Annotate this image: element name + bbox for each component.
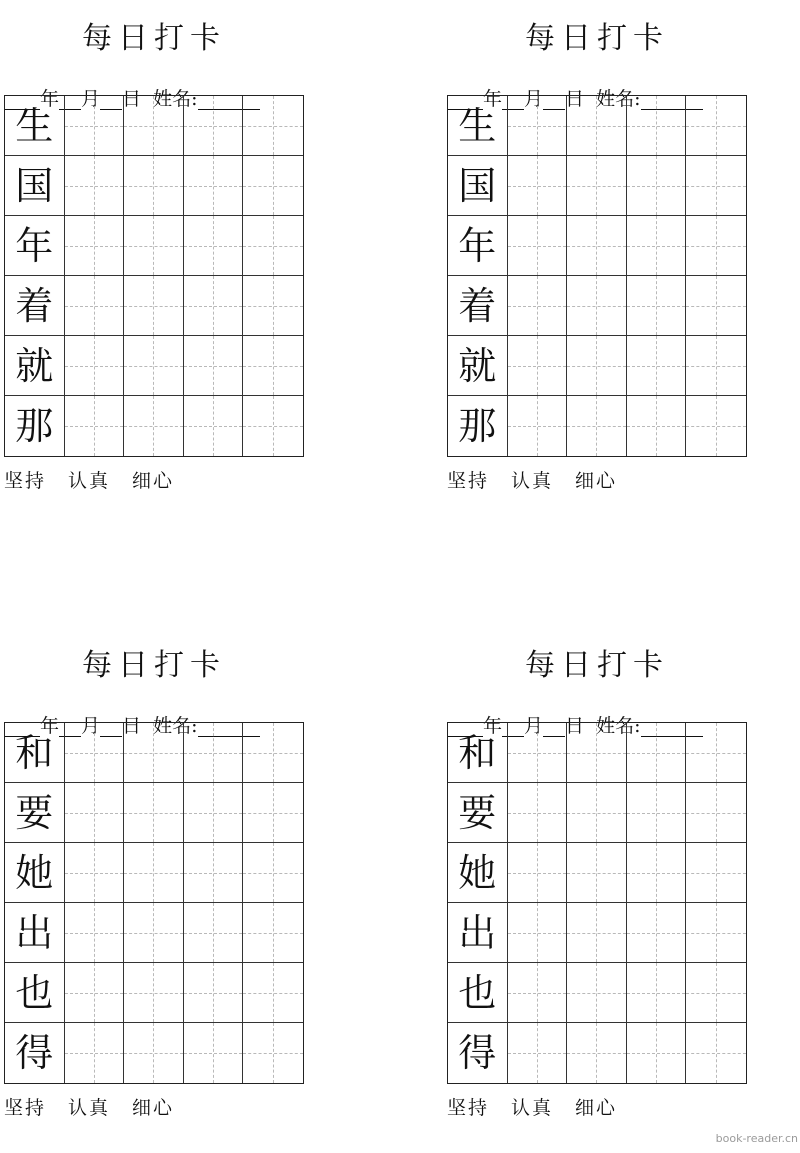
char-cell xyxy=(448,903,508,963)
practice-character: 和 xyxy=(458,730,497,775)
practice-cell[interactable] xyxy=(124,783,184,843)
practice-character: 出 xyxy=(458,910,497,955)
practice-cell[interactable] xyxy=(184,963,244,1023)
practice-cell[interactable] xyxy=(686,216,746,276)
practice-character: 那 xyxy=(458,404,497,448)
practice-cell[interactable] xyxy=(65,156,125,216)
motto-word: 坚持 xyxy=(4,470,47,492)
practice-cell[interactable] xyxy=(627,216,687,276)
practice-character: 得 xyxy=(458,1031,497,1075)
practice-cell[interactable] xyxy=(567,396,627,456)
practice-character: 和 xyxy=(15,730,54,775)
char-cell xyxy=(448,1023,508,1083)
practice-cell[interactable] xyxy=(124,276,184,336)
motto-word: 认真 xyxy=(68,470,111,492)
practice-cell[interactable] xyxy=(124,96,184,156)
practice-cell[interactable] xyxy=(65,216,125,276)
char-cell xyxy=(5,903,65,963)
char-cell xyxy=(5,96,65,156)
practice-grid xyxy=(4,95,304,457)
practice-character: 年 xyxy=(15,223,54,268)
motto-word: 认真 xyxy=(511,1097,554,1119)
name-label: 姓名: xyxy=(596,715,641,737)
practice-character: 也 xyxy=(458,970,497,1015)
practice-cell[interactable] xyxy=(627,903,687,963)
motto-word: 坚持 xyxy=(447,470,490,492)
practice-cell[interactable] xyxy=(184,723,244,783)
char-cell xyxy=(5,216,65,276)
practice-cell[interactable] xyxy=(627,1023,687,1083)
practice-cell[interactable] xyxy=(567,156,627,216)
practice-cell[interactable] xyxy=(65,903,125,963)
practice-cell[interactable] xyxy=(243,903,303,963)
practice-cell[interactable] xyxy=(124,396,184,456)
month-label: 月 xyxy=(81,88,101,110)
practice-cell[interactable] xyxy=(243,276,303,336)
practice-cell[interactable] xyxy=(184,96,244,156)
practice-cell[interactable] xyxy=(243,96,303,156)
practice-character: 国 xyxy=(458,163,497,208)
practice-cell[interactable] xyxy=(627,96,687,156)
practice-cell[interactable] xyxy=(243,216,303,276)
practice-cell[interactable] xyxy=(627,396,687,456)
char-cell xyxy=(5,843,65,903)
char-cell xyxy=(448,783,508,843)
practice-character: 生 xyxy=(458,103,497,148)
char-cell xyxy=(448,336,508,396)
practice-cell[interactable] xyxy=(508,396,568,456)
practice-cell[interactable] xyxy=(65,723,125,783)
practice-cell[interactable] xyxy=(567,96,627,156)
char-cell xyxy=(448,843,508,903)
practice-cell[interactable] xyxy=(184,843,244,903)
motto-footer xyxy=(4,466,196,493)
month-label: 月 xyxy=(524,88,544,110)
practice-cell[interactable] xyxy=(627,783,687,843)
practice-character: 就 xyxy=(15,343,54,388)
motto-word: 坚持 xyxy=(4,1097,47,1119)
motto-word: 坚持 xyxy=(447,1097,490,1119)
motto-footer xyxy=(447,1093,639,1120)
practice-character: 要 xyxy=(15,790,54,835)
card-title: 每日打卡 xyxy=(82,648,226,683)
practice-cell[interactable] xyxy=(627,336,687,396)
motto-word: 细心 xyxy=(575,1097,618,1119)
practice-cell[interactable] xyxy=(686,156,746,216)
practice-cell[interactable] xyxy=(508,963,568,1023)
practice-cell[interactable] xyxy=(184,783,244,843)
practice-cell[interactable] xyxy=(243,336,303,396)
practice-cell[interactable] xyxy=(508,843,568,903)
month-label: 月 xyxy=(81,715,101,737)
practice-cell[interactable] xyxy=(508,156,568,216)
motto-word: 细心 xyxy=(132,1097,175,1119)
motto-word: 细心 xyxy=(575,470,618,492)
practice-cell[interactable] xyxy=(243,783,303,843)
card-title: 每日打卡 xyxy=(525,21,669,56)
practice-cell[interactable] xyxy=(243,963,303,1023)
practice-cell[interactable] xyxy=(627,723,687,783)
char-cell xyxy=(448,156,508,216)
practice-cell[interactable] xyxy=(567,843,627,903)
practice-cell[interactable] xyxy=(627,276,687,336)
char-cell xyxy=(5,723,65,783)
practice-cell[interactable] xyxy=(124,723,184,783)
char-cell xyxy=(448,276,508,336)
practice-character: 着 xyxy=(458,283,497,328)
year-label: 年 xyxy=(40,88,60,110)
practice-cell[interactable] xyxy=(567,1023,627,1083)
practice-character: 国 xyxy=(15,163,54,208)
practice-grid xyxy=(447,722,747,1084)
char-cell xyxy=(448,216,508,276)
practice-cell[interactable] xyxy=(243,1023,303,1083)
practice-cell[interactable] xyxy=(65,783,125,843)
practice-cell[interactable] xyxy=(508,1023,568,1083)
practice-cell[interactable] xyxy=(184,396,244,456)
watermark: book-reader.cn xyxy=(715,1132,798,1145)
practice-cell[interactable] xyxy=(567,276,627,336)
year-label: 年 xyxy=(483,715,503,737)
card-title: 每日打卡 xyxy=(525,648,669,683)
practice-cell[interactable] xyxy=(508,723,568,783)
practice-character: 出 xyxy=(15,910,54,955)
day-label: 日 xyxy=(565,715,585,737)
practice-cell[interactable] xyxy=(243,396,303,456)
motto-footer xyxy=(447,466,639,493)
practice-cell[interactable] xyxy=(567,903,627,963)
char-cell xyxy=(5,276,65,336)
practice-cell[interactable] xyxy=(686,96,746,156)
char-cell xyxy=(5,336,65,396)
practice-cell[interactable] xyxy=(124,216,184,276)
practice-cell[interactable] xyxy=(567,216,627,276)
practice-cell[interactable] xyxy=(686,336,746,396)
practice-cell[interactable] xyxy=(508,903,568,963)
practice-cell[interactable] xyxy=(124,903,184,963)
motto-footer xyxy=(4,1093,196,1120)
practice-character: 生 xyxy=(15,103,54,148)
day-label: 日 xyxy=(122,715,142,737)
char-cell xyxy=(448,963,508,1023)
practice-cell[interactable] xyxy=(65,396,125,456)
motto-word: 认真 xyxy=(511,470,554,492)
practice-cell[interactable] xyxy=(184,336,244,396)
practice-cell[interactable] xyxy=(65,963,125,1023)
practice-grid xyxy=(447,95,747,457)
practice-cell[interactable] xyxy=(686,276,746,336)
card-title: 每日打卡 xyxy=(82,21,226,56)
practice-cell[interactable] xyxy=(567,336,627,396)
char-cell xyxy=(448,723,508,783)
char-cell xyxy=(5,1023,65,1083)
motto-word: 细心 xyxy=(132,470,175,492)
practice-character: 她 xyxy=(15,850,54,895)
practice-character: 年 xyxy=(458,223,497,268)
practice-cell[interactable] xyxy=(184,216,244,276)
name-label: 姓名: xyxy=(153,715,198,737)
day-label: 日 xyxy=(122,88,142,110)
practice-cell[interactable] xyxy=(686,903,746,963)
practice-cell[interactable] xyxy=(508,783,568,843)
practice-cell[interactable] xyxy=(567,783,627,843)
char-cell xyxy=(5,156,65,216)
practice-character: 那 xyxy=(15,404,54,448)
practice-cell[interactable] xyxy=(124,336,184,396)
practice-grid xyxy=(4,722,304,1084)
motto-word: 认真 xyxy=(68,1097,111,1119)
practice-cell[interactable] xyxy=(184,276,244,336)
practice-cell[interactable] xyxy=(184,156,244,216)
practice-cell[interactable] xyxy=(65,336,125,396)
char-cell xyxy=(5,783,65,843)
practice-cell[interactable] xyxy=(243,723,303,783)
practice-cell[interactable] xyxy=(508,276,568,336)
practice-cell[interactable] xyxy=(686,843,746,903)
practice-cell[interactable] xyxy=(124,156,184,216)
practice-character: 她 xyxy=(458,850,497,895)
month-label: 月 xyxy=(524,715,544,737)
day-label: 日 xyxy=(565,88,585,110)
practice-cell[interactable] xyxy=(65,843,125,903)
char-cell xyxy=(5,396,65,456)
practice-cell[interactable] xyxy=(686,783,746,843)
practice-cell[interactable] xyxy=(686,963,746,1023)
practice-cell[interactable] xyxy=(627,963,687,1023)
practice-cell[interactable] xyxy=(686,723,746,783)
practice-cell[interactable] xyxy=(184,903,244,963)
practice-character: 要 xyxy=(458,790,497,835)
practice-cell[interactable] xyxy=(567,723,627,783)
practice-character: 就 xyxy=(458,343,497,388)
practice-cell[interactable] xyxy=(686,396,746,456)
practice-cell[interactable] xyxy=(508,96,568,156)
practice-cell[interactable] xyxy=(65,1023,125,1083)
char-cell xyxy=(448,396,508,456)
practice-cell[interactable] xyxy=(124,843,184,903)
year-label: 年 xyxy=(483,88,503,110)
char-cell xyxy=(448,96,508,156)
name-label: 姓名: xyxy=(596,88,641,110)
practice-cell[interactable] xyxy=(243,843,303,903)
practice-cell[interactable] xyxy=(124,963,184,1023)
practice-cell[interactable] xyxy=(567,963,627,1023)
practice-cell[interactable] xyxy=(508,216,568,276)
practice-cell[interactable] xyxy=(627,843,687,903)
practice-character: 着 xyxy=(15,283,54,328)
practice-cell[interactable] xyxy=(124,1023,184,1083)
practice-cell[interactable] xyxy=(243,156,303,216)
practice-cell[interactable] xyxy=(65,96,125,156)
practice-character: 也 xyxy=(15,970,54,1015)
practice-cell[interactable] xyxy=(508,336,568,396)
year-label: 年 xyxy=(40,715,60,737)
practice-cell[interactable] xyxy=(65,276,125,336)
name-label: 姓名: xyxy=(153,88,198,110)
practice-cell[interactable] xyxy=(627,156,687,216)
practice-cell[interactable] xyxy=(184,1023,244,1083)
char-cell xyxy=(5,963,65,1023)
practice-cell[interactable] xyxy=(686,1023,746,1083)
practice-character: 得 xyxy=(15,1031,54,1075)
